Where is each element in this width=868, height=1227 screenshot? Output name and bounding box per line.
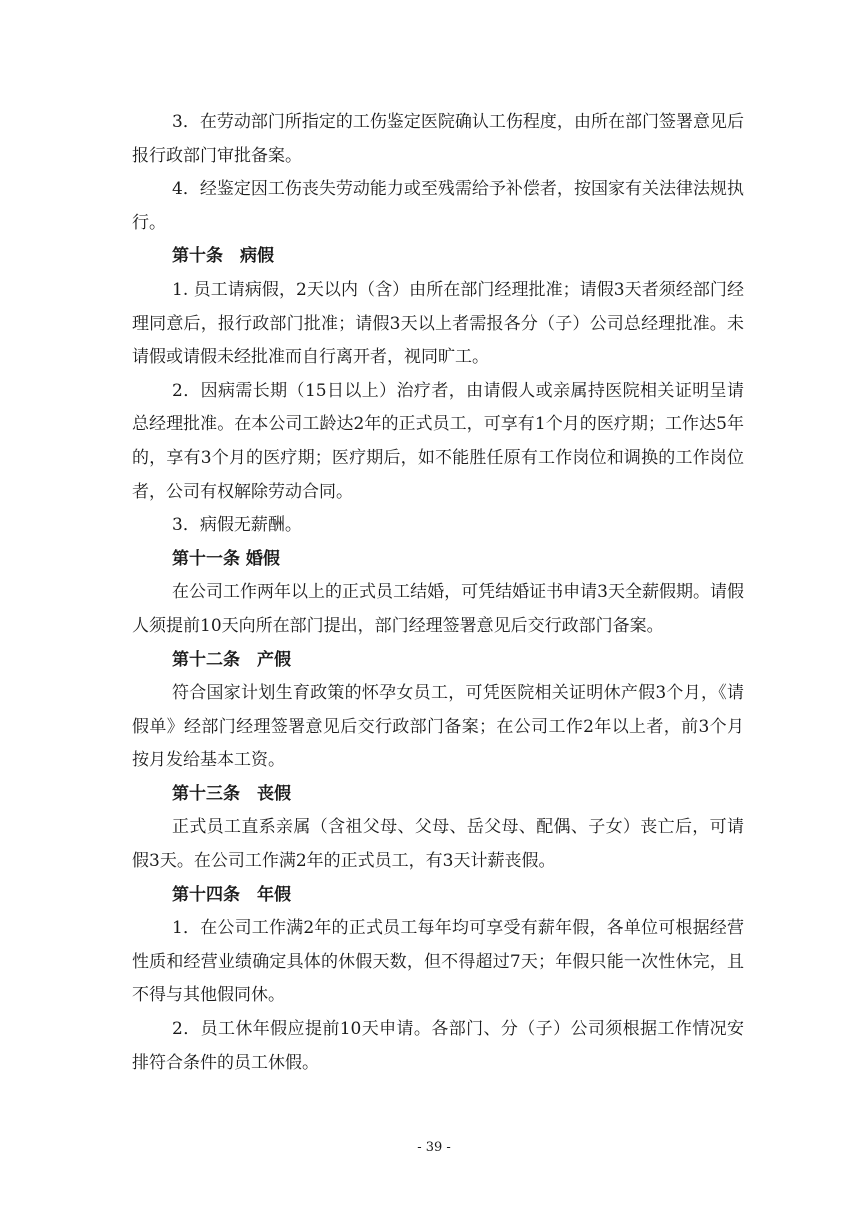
paragraph-art9-item4: 4．经鉴定因工伤丧失劳动能力或至残需给予补偿者，按国家有关法律法规执行。 xyxy=(132,179,744,233)
heading-article-13: 第十三条 丧假 xyxy=(172,783,291,804)
paragraph-art13: 正式员工直系亲属（含祖父母、父母、岳父母、配偶、子女）丧亡后，可请假3天。在公司工作满2年的正式员工，有3天计薪丧假。 xyxy=(132,817,744,872)
heading-article-11: 第十一条 婚假 xyxy=(172,548,280,569)
heading-article-12: 第十二条 产假 xyxy=(172,649,291,670)
page-number: - 39 - xyxy=(417,1140,451,1155)
paragraph-art12: 符合国家计划生育政策的怀孕女员工，可凭医院相关证明休产假3个月，《请假单》经部门经理签署意见后交行政部门备案；在公司工作2年以上者，前3个月按月发给基本工资。 xyxy=(132,683,744,771)
heading-article-10: 第十条 病假 xyxy=(172,246,274,267)
paragraph-art14-item1: 1．在公司工作满2年的正式员工每年均可享受有薪年假，各单位可根据经营性质和经营业绩确定具体的休假天数，但不得超过7天；年假只能一次性休完，且不得与其他假同休。 xyxy=(132,918,744,1006)
paragraph-art10-item3: 3．病假无薪酬。 xyxy=(172,515,302,536)
paragraph-art9-item3: 3．在劳动部门所指定的工伤鉴定医院确认工伤程度，由所在部门签署意见后报行政部门审批备案。 xyxy=(132,112,744,166)
paragraph-art10-item1: 1. 员工请病假，2天以内（含）由所在部门经理批准；请假3天者须经部门经理同意后，报行政部门批准；请假3天以上者需报各分（子）公司总经理批准。未请假或请假未经批准而自行离开者，视同旷工。 xyxy=(132,279,744,368)
paragraph-art10-item2: 2．因病需长期（15日以上）治疗者，由请假人或亲属持医院相关证明呈请总经理批准。在本公司工龄达2年的正式员工，可享有1个月的医疗期；工作达5年的，享有3个月的医疗期；医疗期后，如不能胜任原有工作岗位和调换的工作岗位者，公司有权解除劳动合同。 xyxy=(132,380,744,502)
paragraph-art14-item2: 2．员工休年假应提前10天申请。各部门、分（子）公司须根据工作情况安排符合条件的员工休假。 xyxy=(132,1019,744,1073)
document-body xyxy=(132,106,744,1080)
heading-article-14: 第十四条 年假 xyxy=(172,884,291,905)
paragraph-art11: 在公司工作两年以上的正式员工结婚，可凭结婚证书申请3天全薪假期。请假人须提前10天向所在部门提出，部门经理签署意见后交行政部门备案。 xyxy=(132,582,744,636)
